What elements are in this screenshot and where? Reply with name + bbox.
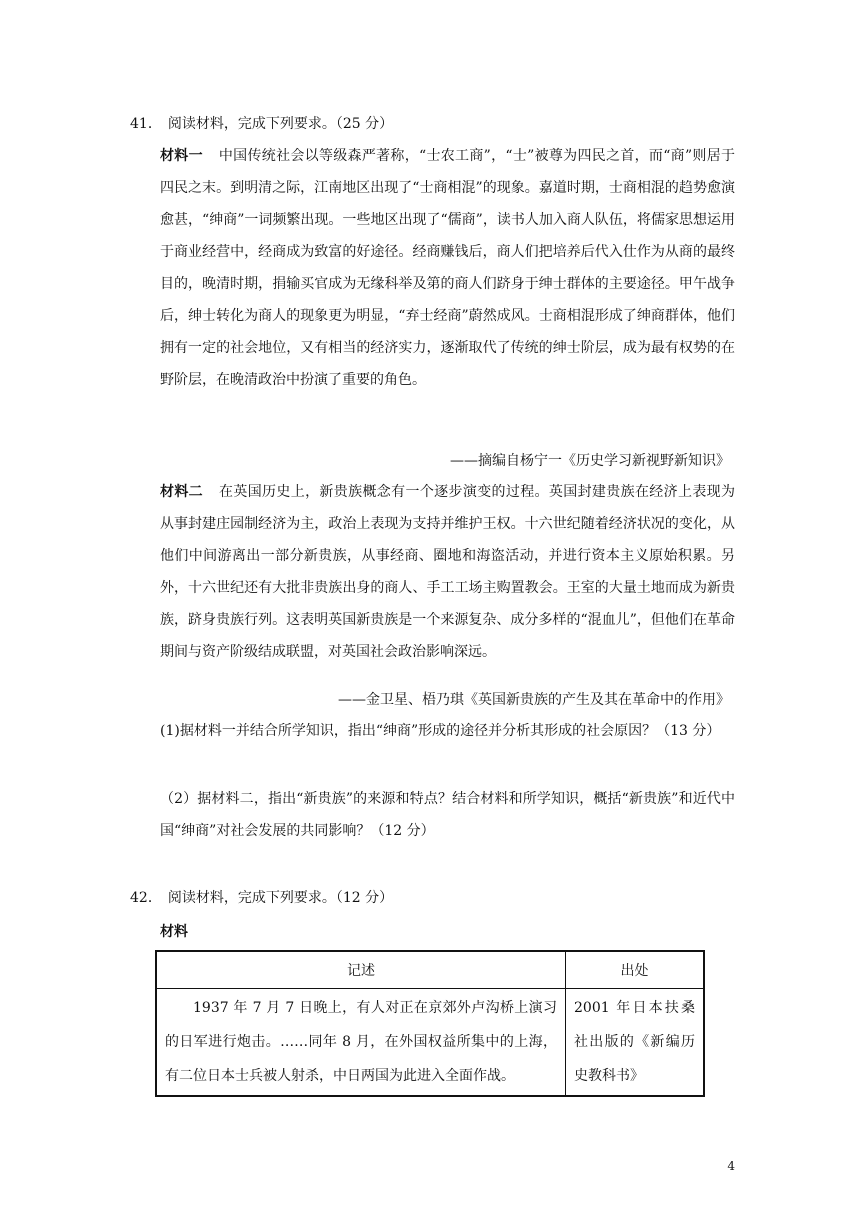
material-label: 材料 xyxy=(160,924,188,940)
material-1-text: 中国传统社会以等级森严著称，“士农工商”，“士”被尊为四民之首，而“商”则居于四民之末。到明清之际，江南地区出现了“士商相混”的现象。嘉道时期，士商相混的趋势愈演愈甚，“绅商”一词频繁出现。一些地区出现了“儒商”，读书人加入商人队伍，将儒家思想运用于商业经营中，经商成为致富的好途径。经商赚钱后，商人们把培养后代入仕作为从商的最终目的，晚清时期，捐输买官成为无缘科举及第的商人们跻身于绅士群体的主要途径。甲午战争后，绅士转化为商人的现象更为明显，“弃士经商”蔚然成风。士商相混形成了绅商群体，他们拥有一定的社会地位，又有相当的经济实力，逐渐取代了传统的绅士阶层，成为最有权势的在野阶层，在晚清政治中扮演了重要的角色。 xyxy=(160,148,735,388)
material-table xyxy=(155,950,705,1097)
material-1-label: 材料一 xyxy=(160,148,203,164)
material-2-source: ——金卫星、梧乃琪《英国新贵族的产生及其在革命中的作用》 xyxy=(338,692,730,708)
page-number: 4 xyxy=(727,1159,735,1173)
table-cell-desc: 1937 年 7 月 7 日晚上，有人对正在京郊外卢沟桥上演习的日军进行炮击。……同年 8 月，在外国权益所集中的上海，有二位日本士兵被人射杀，中日两国为此进入全面作战。 xyxy=(156,989,566,1097)
question-42-instruction: 阅读材料，完成下列要求。（12 分） xyxy=(167,890,394,906)
question-41-number: 41． xyxy=(130,116,162,132)
question-42-heading xyxy=(130,888,393,908)
table-header-source: 出处 xyxy=(566,951,705,989)
table-cell-source: 2001 年日本扶桑社出版的《新编历史教科书》 xyxy=(566,989,705,1097)
material-2 xyxy=(160,476,735,668)
question-41-heading xyxy=(130,114,393,134)
table-row xyxy=(156,989,704,1097)
question-41-instruction: 阅读材料，完成下列要求。（25 分） xyxy=(167,116,394,132)
table-header-desc: 记述 xyxy=(156,951,566,989)
sub-question-1: (1)据材料一并结合所学知识，指出“绅商”形成的途径并分析其形成的社会原因？（13 分） xyxy=(160,723,721,739)
question-42-number: 42． xyxy=(130,890,162,906)
sub-question-2: （2）据材料二，指出“新贵族”的来源和特点？结合材料和所学知识，概括“新贵族”和近代中国“绅商”对社会发展的共同影响？（12 分） xyxy=(160,791,735,839)
table-header-row xyxy=(156,951,704,989)
material-1 xyxy=(160,140,735,396)
material-2-text: 在英国历史上，新贵族概念有一个逐步演变的过程。英国封建贵族在经济上表现为从事封建庄园制经济为主，政治上表现为支持并维护王权。十六世纪随着经济状况的变化，从他们中间游离出一部分新贵族，从事经商、圈地和海盗活动，并进行资本主义原始积累。另外，十六世纪还有大批非贵族出身的商人、手工工场主购置教会。王室的大量土地而成为新贵族，跻身贵族行列。这表明英国新贵族是一个来源复杂、成分多样的“混血儿”，但他们在革命期间与资产阶级结成联盟，对英国社会政治影响深远。 xyxy=(160,484,736,660)
material-2-label: 材料二 xyxy=(160,484,204,500)
material-1-source: ——摘编自杨宁一《历史学习新视野新知识》 xyxy=(450,453,730,469)
